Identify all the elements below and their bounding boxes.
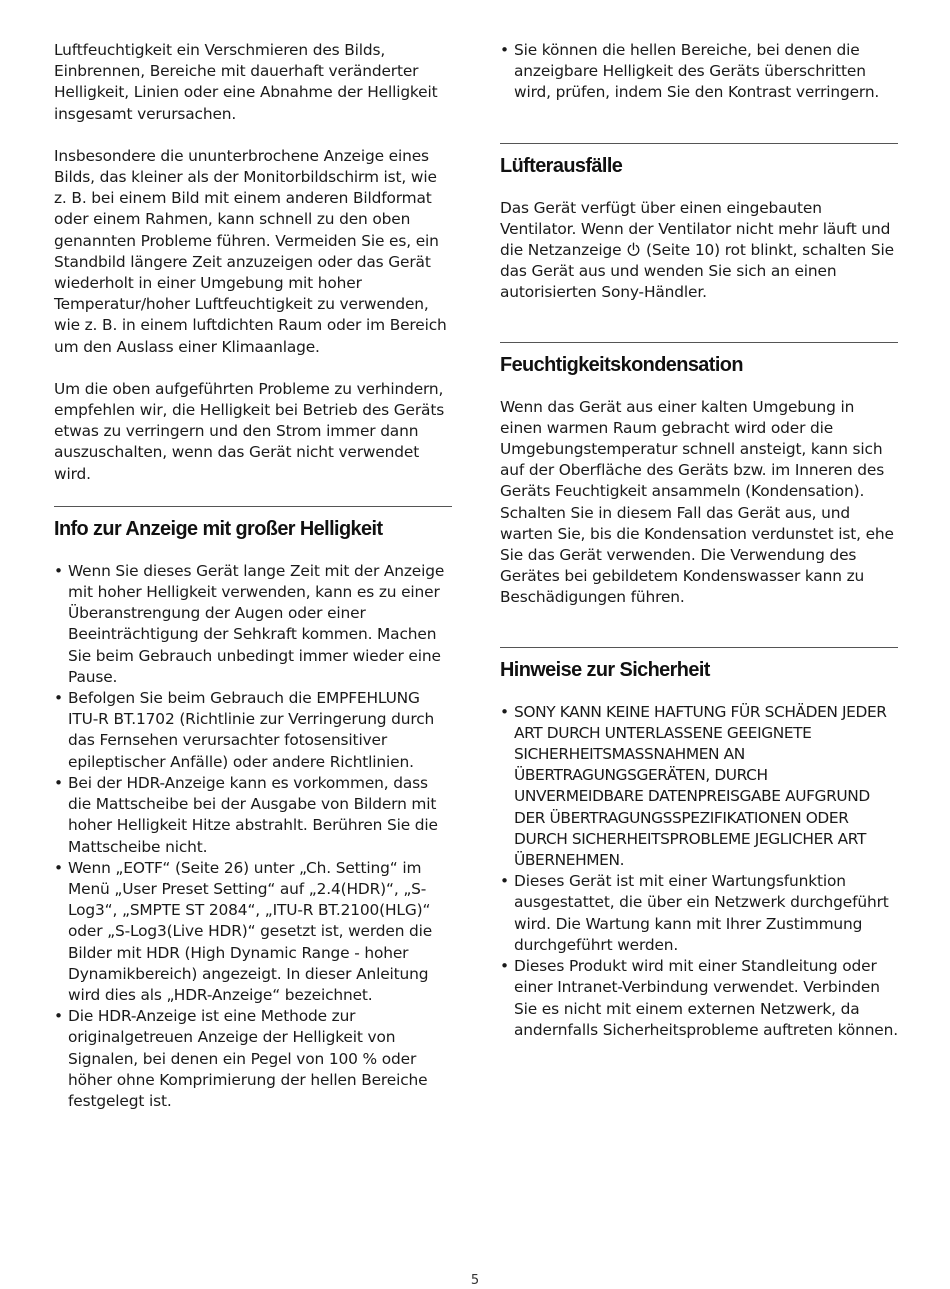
- page-number: 5: [470, 1273, 480, 1288]
- power-icon: [626, 242, 641, 257]
- bullet-item: • Die HDR-Anzeige ist eine Methode zur originalgetreuen Anzeige der Helligkeit von Signalen, bei denen ein Pegel von 100 % oder höher ohne Komprimierung der hellen Bereiche festgelegt ist.: [54, 1006, 452, 1112]
- bullet-item: • Wenn „EOTF“ (Seite 26) unter „Ch. Setting“ im Menü „User Preset Setting“ auf „2.4(HDR)“, „S-Log3“, „SMPTE ST 2084“, „ITU-R BT.2100(HLG)“ oder „S-Log3(Live HDR)“ gesetzt ist, werden die Bilder mit HDR (High Dynamic Range - hoher Dynamikbereich) angezeigt. In dieser Anleitung wird dies als „HDR-Anzeige“ bezeichnet.: [54, 858, 452, 1006]
- section-security: [500, 647, 898, 1041]
- bullet-item: • Bei der HDR-Anzeige kann es vorkommen, dass die Mattscheibe bei der Ausgabe von Bildern mit hoher Helligkeit Hitze abstrahlt. Berühren Sie die Mattscheibe nicht.: [54, 773, 452, 858]
- paragraph-fan-failure: [500, 198, 898, 304]
- fan-text-before-icon: Das Gerät verfügt über einen eingebauten Ventilator. Wenn der Ventilator nicht mehr läuft und die Netzanzeige: [500, 198, 891, 260]
- section-divider: [500, 647, 898, 648]
- section-heading-high-brightness: Info zur Anzeige mit großer Helligkeit: [54, 516, 383, 540]
- paragraph-condensation: Wenn das Gerät aus einer kalten Umgebung in einen warmen Raum gebracht wird oder die Umgebungstemperatur schnell ansteigt, kann sich auf der Oberfläche des Geräts bzw. im Inneren des Geräts Feuchtigkeit ansammeln (Kondensation). Schalten Sie in diesem Fall das Gerät aus, und warten Sie, bis die Kondensation verdunstet ist, ehe Sie das Gerät verwenden. Die Verwendung des Gerätes bei gebildetem Kondenswasser kann zu Beschädigungen führen.: [500, 397, 894, 607]
- section-divider: [54, 506, 452, 507]
- section-divider: [500, 342, 898, 343]
- paragraph-still-image-warning: Insbesondere die ununterbrochene Anzeige eines Bilds, das kleiner als der Monitorbildschirm ist, wie z. B. bei einem Bild mit einem anderen Bildformat oder einem Rahmen, kann schnell zu den oben genannten Probleme führen. Vermeiden Sie es, ein Standbild längere Zeit anzuzeigen oder das Gerät wiederholt in einer Umgebung mit hoher Temperatur/hoher Luftfeuchtigkeit zu verwenden, wie z. B. in einem luftdichten Raum oder im Bereich um den Auslass einer Klimaanlage.: [54, 146, 447, 356]
- bullet-item: • Dieses Gerät ist mit einer Wartungsfunktion ausgestattet, die über ein Netzwerk durchgeführt wird. Die Wartung kann mit Ihrer Zustimmung durchgeführt werden.: [500, 871, 898, 956]
- section-heading-security: Hinweise zur Sicherheit: [500, 657, 710, 681]
- section-divider: [500, 143, 898, 144]
- section-heading-fan-failure: Lüfterausfälle: [500, 153, 623, 177]
- bullet-list-high-brightness: [54, 561, 452, 1112]
- paragraph-prevention: Um die oben aufgeführten Probleme zu verhindern, empfehlen wir, die Helligkeit bei Betrieb des Geräts etwas zu verringern und den Strom immer dann auszuschalten, wenn das Gerät nicht verwendet wird.: [54, 379, 445, 483]
- section-condensation: [500, 342, 898, 609]
- section-heading-condensation: Feuchtigkeitskondensation: [500, 352, 743, 376]
- bullet-item: • Sie können die hellen Bereiche, bei denen die anzeigbare Helligkeit des Geräts überschritten wird, prüfen, indem Sie den Kontrast verringern.: [500, 40, 898, 104]
- bullet-item: • Befolgen Sie beim Gebrauch die EMPFEHLUNG ITU-R BT.1702 (Richtlinie zur Verringerung durch das Fernsehen verursachter fotosensitiver epileptischer Anfälle) oder andere Richtlinien.: [54, 688, 452, 773]
- fan-text-after-icon: (Seite 10) rot blinkt, schalten Sie das Gerät aus und wenden Sie sich an einen autorisierten Sony-Händler.: [500, 241, 894, 302]
- section-high-brightness: [54, 506, 452, 1112]
- left-column: [54, 40, 452, 1112]
- bullet-item: • Wenn Sie dieses Gerät lange Zeit mit der Anzeige mit hoher Helligkeit verwenden, kann es zu einer Überanstrengung der Augen oder einer Beeinträchtigung der Sehkraft kommen. Machen Sie beim Gebrauch unbedingt immer wieder eine Pause.: [54, 561, 452, 688]
- bullet-list-contrast: [500, 40, 898, 104]
- section-fan-failure: [500, 143, 898, 304]
- right-column: [500, 40, 898, 1041]
- bullet-item: • Dieses Produkt wird mit einer Standleitung oder einer Intranet-Verbindung verwendet. Verbinden Sie es nicht mit einem externen Netzwerk, da andernfalls Sicherheitsprobleme auftreten können.: [500, 956, 898, 1041]
- bullet-list-security: [500, 702, 898, 1041]
- bullet-item: • SONY KANN KEINE HAFTUNG FÜR SCHÄDEN JEDER ART DURCH UNTERLASSENE GEEIGNETE SICHERHEITSMASSNAHMEN AN ÜBERTRAGUNGSGERÄTEN, DURCH UNVERMEIDBARE DATENPREISGABE AUFGRUND DER ÜBERTRAGUNGSSPEZIFIKATIONEN ODER DURCH SICHERHEITSPROBLEME JEGLICHER ART ÜBERNEHMEN.: [500, 702, 898, 872]
- paragraph-image-retention: Luftfeuchtigkeit ein Verschmieren des Bilds, Einbrennen, Bereiche mit dauerhaft veränderter Helligkeit, Linien oder eine Abnahme der Helligkeit insgesamt verursachen.: [54, 41, 438, 123]
